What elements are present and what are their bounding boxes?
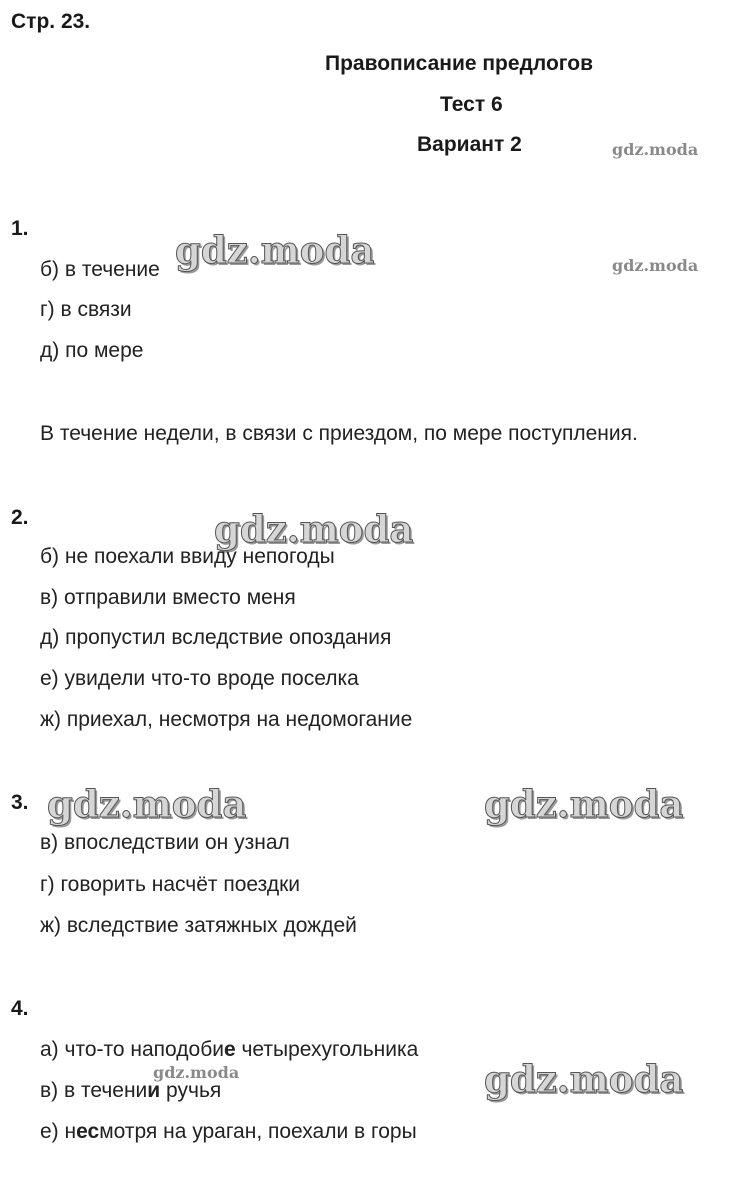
watermark-large: gdz.moda [484, 1057, 684, 1101]
watermark-small: gdz.moda [153, 1063, 240, 1082]
page-title: Правописание предлогов [325, 52, 593, 75]
watermark-small: gdz.moda [612, 140, 699, 159]
test-title: Тест 6 [440, 93, 503, 116]
answer-item: г) в связи [40, 298, 132, 321]
answer-item: ж) вследствие затяжных дождей [40, 914, 357, 937]
answer-item: а) что-то наподобие четырехугольника [40, 1038, 419, 1061]
variant-title: Вариант 2 [417, 133, 522, 156]
watermark-large: gdz.moda [484, 782, 684, 826]
watermark-small: gdz.moda [612, 256, 699, 275]
answer-item: е) несмотря на ураган, поехали в горы [40, 1120, 417, 1143]
answer-item: д) по мере [40, 339, 144, 362]
answer-item: д) пропустил вследствие опоздания [40, 626, 392, 649]
answer-item: б) не поехали ввиду непогоды [40, 545, 335, 568]
task-number: 3. [11, 791, 29, 814]
answer-item: е) увидели что-то вроде поселка [40, 667, 359, 690]
answer-item: в) впоследствии он узнал [40, 831, 290, 854]
answer-item: в) отправили вместо меня [40, 586, 296, 609]
answer-item: ж) приехал, несмотря на недомогание [40, 708, 413, 731]
answer-item: в) в течении ручья [40, 1079, 222, 1102]
task-number: 2. [11, 506, 29, 529]
answer-item: б) в течение [40, 258, 160, 281]
answer-item: г) говорить насчёт поездки [40, 873, 300, 896]
answer-sentence: В течение недели, в связи с приездом, по мере поступления. [40, 422, 638, 445]
watermark-large: gdz.moda [214, 507, 414, 551]
page-number: Стр. 23. [11, 10, 91, 33]
task-number: 1. [11, 217, 29, 240]
watermark-large: gdz.moda [47, 782, 247, 826]
watermark-large: gdz.moda [175, 228, 375, 272]
task-number: 4. [11, 997, 29, 1020]
